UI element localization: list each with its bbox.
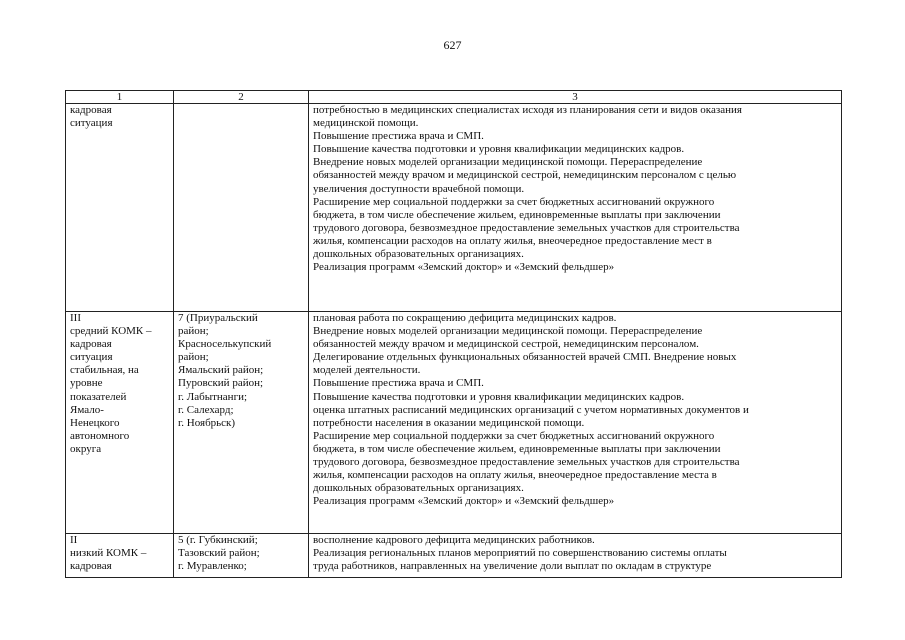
column-header-1: 1	[66, 91, 174, 104]
cell-line: труда работников, направленных на увеличение доли выплат по окладам в структуре	[313, 560, 712, 573]
cell-line: Красноселькупский	[178, 338, 272, 351]
cell-territories	[174, 534, 309, 578]
cell-line: Пуровский район;	[178, 377, 264, 390]
cell-level	[66, 104, 174, 312]
table-row	[66, 312, 842, 534]
cell-line: уровне	[70, 377, 103, 390]
column-header-3: 3	[309, 91, 842, 104]
measures-table	[65, 90, 842, 578]
cell-line: г. Салехард;	[178, 403, 234, 416]
cell-line: дошкольных образовательных организациях.	[313, 248, 524, 261]
cell-line: III	[70, 312, 81, 324]
cell-line: увеличения доступности врачебной помощи.	[313, 182, 525, 195]
cell-line: жилья, компенсации расходов на оплату жилья, внеочередное предоставление мест в	[313, 234, 712, 247]
cell-line: автономного	[70, 429, 130, 442]
cell-line: II	[70, 534, 78, 546]
cell-line: Реализация региональных планов мероприятий по совершенствованию системы оплаты	[313, 547, 727, 560]
cell-line: моделей деятельности.	[313, 364, 421, 377]
cell-line: Реализация программ «Земский доктор» и «Земский фельдшер»	[313, 495, 615, 508]
cell-line: Ямальский район;	[178, 364, 264, 377]
cell-line: г. Лабытнанги;	[178, 390, 248, 403]
cell-line: трудового договора, безвозмездное предоставление земельных участков для строительства	[313, 456, 740, 469]
cell-line: Повышение престижа врача и СМП.	[313, 130, 484, 143]
column-header-2: 2	[174, 91, 309, 104]
cell-level	[66, 312, 174, 534]
cell-line: Повышение качества подготовки и уровня квалификации медицинских кадров.	[313, 390, 685, 403]
cell-line: восполнение кадрового дефицита медицинских работников.	[313, 534, 595, 546]
cell-line: район;	[178, 325, 209, 338]
table-row	[66, 104, 842, 312]
cell-line: Расширение мер социальной поддержки за счет бюджетных ассигнований окружного	[313, 195, 715, 208]
cell-line: стабильная, на	[70, 364, 139, 377]
cell-line: плановая работа по сокращению дефицита медицинских кадров.	[313, 312, 617, 324]
cell-line: кадровая	[70, 560, 112, 573]
cell-line: Расширение мер социальной поддержки за счет бюджетных ассигнований окружного	[313, 429, 715, 442]
cell-line: Повышение качества подготовки и уровня квалификации медицинских кадров.	[313, 143, 685, 156]
cell-line: показателей	[70, 390, 127, 403]
cell-line: 5 (г. Губкинский;	[178, 534, 258, 546]
cell-line: трудового договора, безвозмездное предоставление земельных участков для строительства	[313, 221, 740, 234]
cell-territories	[174, 104, 309, 312]
cell-line: Внедрение новых моделей организации медицинской помощи. Перераспределение	[313, 325, 703, 338]
page-number: 627	[443, 38, 462, 52]
table-body	[66, 104, 842, 578]
cell-line: Повышение престижа врача и СМП.	[313, 377, 484, 390]
cell-line: ситуация	[70, 351, 113, 364]
cell-line: потребности населения в оказании медицинской помощи.	[313, 416, 585, 429]
cell-line: Внедрение новых моделей организации медицинской помощи. Перераспределение	[313, 156, 703, 169]
cell-line: потребностью в медицинских специалистах исходя из планирования сети и видов оказания	[313, 104, 742, 116]
cell-line: бюджета, в том числе обеспечение жильем, единовременные выплаты при заключении	[313, 208, 721, 221]
cell-line: обязанностей между врачом и медицинской сестрой, немедицинским персоналом.	[313, 338, 699, 351]
cell-measures	[309, 104, 842, 312]
cell-line: район;	[178, 351, 209, 364]
cell-line: медицинской помощи.	[313, 117, 419, 130]
cell-measures	[309, 534, 842, 578]
cell-line: кадровая	[70, 104, 112, 116]
cell-measures	[309, 312, 842, 534]
cell-line: оценка штатных расписаний медицинских организаций с учетом нормативных документов и	[313, 403, 749, 416]
cell-line: обязанностей между врачом и медицинской сестрой, немедицинским персоналом с целью	[313, 169, 737, 182]
cell-line: ситуация	[70, 117, 113, 130]
cell-level	[66, 534, 174, 578]
cell-line: округа	[70, 442, 102, 455]
cell-line: низкий КОМК –	[70, 547, 147, 560]
cell-line: Ненецкого	[70, 416, 120, 429]
table-header-row	[66, 91, 842, 104]
cell-line: Ямало-	[70, 403, 104, 416]
cell-line: Тазовский район;	[178, 547, 260, 560]
cell-territories	[174, 312, 309, 534]
cell-line: жилья, компенсации расходов на оплату жилья, внеочередное предоставление места в	[313, 469, 717, 482]
cell-line: г. Муравленко;	[178, 560, 247, 573]
table-row	[66, 534, 842, 578]
cell-line: Делегирование отдельных функциональных обязанностей врачей СМП. Внедрение новых	[313, 351, 737, 364]
cell-line: средний КОМК –	[70, 325, 152, 338]
cell-line: бюджета, в том числе обеспечение жильем, единовременные выплаты при заключении	[313, 442, 721, 455]
cell-line: г. Ноябрьск)	[178, 416, 236, 429]
cell-line: дошкольных образовательных организациях.	[313, 482, 524, 495]
cell-line: кадровая	[70, 338, 112, 351]
cell-line: Реализация программ «Земский доктор» и «Земский фельдшер»	[313, 261, 615, 274]
cell-line: 7 (Приуральский	[178, 312, 258, 324]
